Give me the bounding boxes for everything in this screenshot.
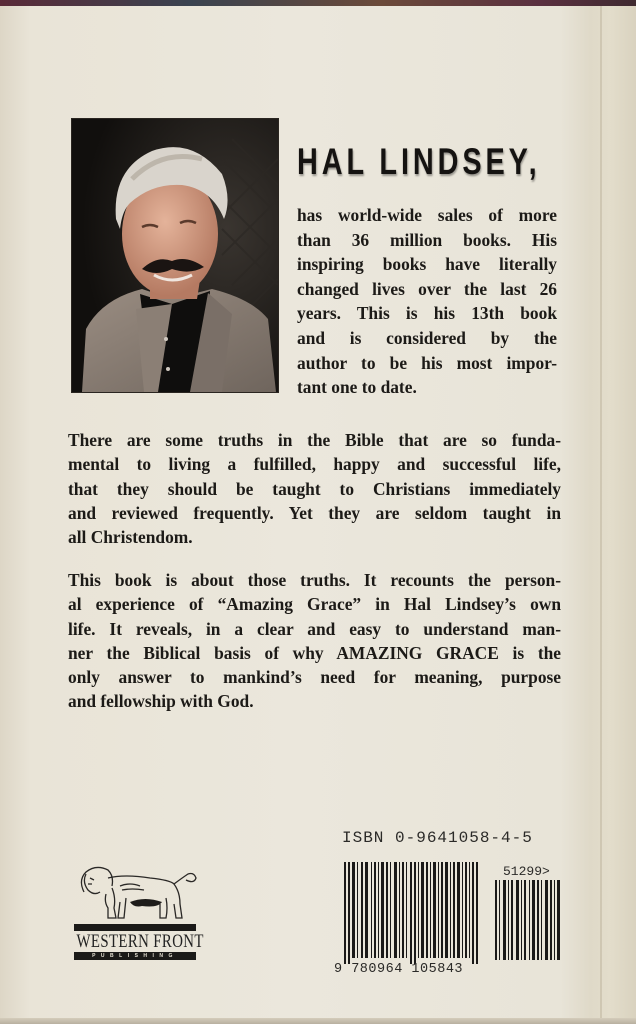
- paragraph-line: This book is about those truths. It recounts the person-: [68, 570, 561, 590]
- author-bio: [297, 203, 557, 400]
- cover-bottom-edge: [0, 1018, 636, 1024]
- publisher-logo: [70, 862, 204, 960]
- bio-line: changed lives over the last 26: [297, 278, 557, 299]
- bio-line: tant one to date.: [297, 377, 417, 398]
- bio-line: and is considered by the: [297, 327, 557, 348]
- author-name: HAL LINDSEY,: [297, 141, 541, 182]
- bio-line: years. This is his 13th book: [297, 303, 557, 324]
- paragraph-line: and reviewed frequently. Yet they are seldom taught in: [68, 502, 561, 523]
- ean-number: 9 780964 105843: [334, 962, 464, 977]
- paragraph-line: ner the Biblical basis of why AMAZING GRACE is the: [68, 642, 561, 663]
- isbn-label: ISBN 0-9641058-4-5: [342, 829, 533, 847]
- logo-top-bar: [74, 924, 196, 931]
- barcode-addon-icon: [495, 880, 565, 960]
- description-paragraph-2: [68, 568, 561, 714]
- paragraph-line: mental to living a fulfilled, happy and successful life,: [68, 454, 561, 475]
- paragraph-line: al experience of “Amazing Grace” in Hal Lindsey’s own: [68, 594, 561, 615]
- bio-line: inspiring books have literally: [297, 254, 557, 275]
- publisher-name: WESTERN FRONT: [76, 931, 204, 952]
- cover-crease: [600, 6, 602, 1024]
- bio-line: has world-wide sales of more: [297, 205, 557, 225]
- price-code: 51299>: [503, 864, 550, 879]
- paragraph-line: that they should be taught to Christians immediately: [68, 478, 561, 499]
- description-paragraph-1: [68, 428, 561, 549]
- bio-line: author to be his most impor-: [297, 352, 557, 373]
- barcode-icon: [344, 862, 484, 964]
- paragraph-line: There are some truths in the Bible that are so funda-: [68, 430, 561, 450]
- paragraph-line: and fellowship with God.: [68, 691, 254, 712]
- paragraph-line: all Christendom.: [68, 527, 193, 548]
- author-portrait: [71, 118, 279, 393]
- paragraph-line: only answer to mankind’s need for meaning, purpose: [68, 667, 561, 688]
- portrait-illustration: [72, 119, 278, 392]
- bio-line: than 36 million books. His: [297, 229, 557, 250]
- paragraph-line: life. It reveals, in a clear and easy to understand man-: [68, 618, 561, 639]
- lion-icon: [70, 862, 200, 924]
- publisher-subtitle: PUBLISHING: [74, 952, 196, 960]
